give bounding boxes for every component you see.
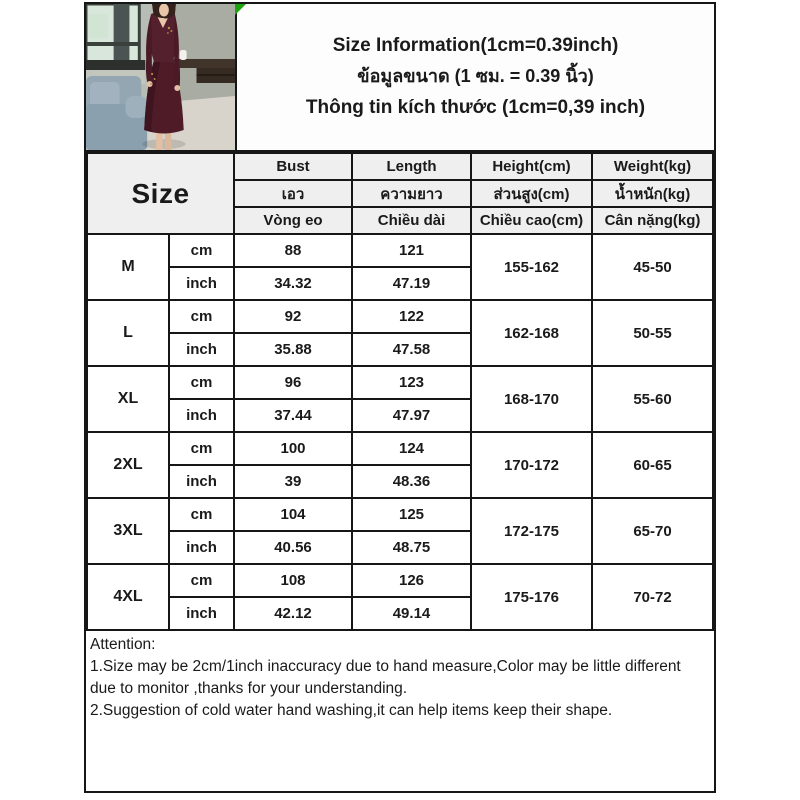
bust-cm-3xl: 104 bbox=[234, 498, 352, 531]
length-inch-3xl: 48.75 bbox=[352, 531, 471, 564]
col-header-weight-en: Weight(kg) bbox=[592, 153, 713, 180]
bust-cm-xl: 96 bbox=[234, 366, 352, 399]
length-cm-xl: 123 bbox=[352, 366, 471, 399]
bust-cm-2xl: 100 bbox=[234, 432, 352, 465]
col-header-bust-vi: Vòng eo bbox=[234, 207, 352, 234]
size-table bbox=[86, 152, 714, 631]
unit-label-cm: cm bbox=[169, 234, 234, 267]
height-range-4xl: 175-176 bbox=[471, 564, 592, 630]
height-range-xl: 168-170 bbox=[471, 366, 592, 432]
size-row-xl-cm bbox=[87, 366, 713, 399]
col-header-length-th: ความยาว bbox=[352, 180, 471, 207]
height-range-2xl: 170-172 bbox=[471, 432, 592, 498]
length-cm-m: 121 bbox=[352, 234, 471, 267]
col-header-weight-th: น้ำหนัก(kg) bbox=[592, 180, 713, 207]
weight-range-l: 50-55 bbox=[592, 300, 713, 366]
bust-inch-2xl: 39 bbox=[234, 465, 352, 498]
unit-label-inch: inch bbox=[169, 399, 234, 432]
length-inch-2xl: 48.36 bbox=[352, 465, 471, 498]
height-range-m: 155-162 bbox=[471, 234, 592, 300]
weight-range-xl: 55-60 bbox=[592, 366, 713, 432]
size-label-4xl: 4XL bbox=[87, 564, 169, 630]
photo-sofa bbox=[86, 76, 147, 150]
length-cm-3xl: 125 bbox=[352, 498, 471, 531]
title-block bbox=[237, 4, 714, 150]
unit-label-cm: cm bbox=[169, 564, 234, 597]
corner-size-label: Size bbox=[87, 153, 234, 234]
unit-label-cm: cm bbox=[169, 432, 234, 465]
col-header-bust-th: เอว bbox=[234, 180, 352, 207]
col-header-height-vi: Chiều cao(cm) bbox=[471, 207, 592, 234]
col-header-height-en: Height(cm) bbox=[471, 153, 592, 180]
weight-range-2xl: 60-65 bbox=[592, 432, 713, 498]
size-row-4xl-cm bbox=[87, 564, 713, 597]
height-range-l: 162-168 bbox=[471, 300, 592, 366]
bust-cm-m: 88 bbox=[234, 234, 352, 267]
attention-heading: Attention: bbox=[90, 636, 156, 653]
size-row-l-cm bbox=[87, 300, 713, 333]
bust-inch-4xl: 42.12 bbox=[234, 597, 352, 630]
bust-cm-4xl: 108 bbox=[234, 564, 352, 597]
unit-label-inch: inch bbox=[169, 465, 234, 498]
attention-note-2: 2.Suggestion of cold water hand washing,it can help items keep their shape. bbox=[90, 702, 613, 719]
length-inch-xl: 47.97 bbox=[352, 399, 471, 432]
bust-inch-m: 34.32 bbox=[234, 267, 352, 300]
unit-label-inch: inch bbox=[169, 267, 234, 300]
photo-handbag bbox=[180, 50, 187, 60]
size-label-m: M bbox=[87, 234, 169, 300]
length-inch-4xl: 49.14 bbox=[352, 597, 471, 630]
weight-range-4xl: 70-72 bbox=[592, 564, 713, 630]
bust-cm-l: 92 bbox=[234, 300, 352, 333]
weight-range-m: 45-50 bbox=[592, 234, 713, 300]
col-header-length-vi: Chiều dài bbox=[352, 207, 471, 234]
unit-label-inch: inch bbox=[169, 333, 234, 366]
size-label-xl: XL bbox=[87, 366, 169, 432]
attention-note-1: 1.Size may be 2cm/1inch inaccuracy due to hand measure,Color may be little different due to monitor ,thanks for your understanding. bbox=[90, 658, 681, 697]
unit-label-cm: cm bbox=[169, 498, 234, 531]
unit-label-inch: inch bbox=[169, 531, 234, 564]
bust-inch-3xl: 40.56 bbox=[234, 531, 352, 564]
title-english: Size Information(1cm=0.39inch) bbox=[332, 35, 619, 56]
size-row-2xl-cm bbox=[87, 432, 713, 465]
length-inch-l: 47.58 bbox=[352, 333, 471, 366]
attention-block bbox=[86, 631, 714, 791]
product-photo-cell bbox=[86, 4, 237, 150]
length-cm-l: 122 bbox=[352, 300, 471, 333]
unit-label-cm: cm bbox=[169, 300, 234, 333]
unit-label-inch: inch bbox=[169, 597, 234, 630]
bust-inch-xl: 37.44 bbox=[234, 399, 352, 432]
size-label-3xl: 3XL bbox=[87, 498, 169, 564]
length-cm-2xl: 124 bbox=[352, 432, 471, 465]
col-header-length-en: Length bbox=[352, 153, 471, 180]
col-header-bust-en: Bust bbox=[234, 153, 352, 180]
product-photo-illustration bbox=[86, 4, 235, 150]
weight-range-3xl: 65-70 bbox=[592, 498, 713, 564]
title-thai: ข้อมูลขนาด (1 ซม. = 0.39 นิ้ว) bbox=[357, 66, 594, 86]
size-row-3xl-cm bbox=[87, 498, 713, 531]
size-label-l: L bbox=[87, 300, 169, 366]
title-vietnamese: Thông tin kích thước (1cm=0,39 inch) bbox=[305, 97, 646, 118]
green-corner-marker bbox=[235, 4, 246, 15]
size-row-m-cm bbox=[87, 234, 713, 267]
bust-inch-l: 35.88 bbox=[234, 333, 352, 366]
height-range-3xl: 172-175 bbox=[471, 498, 592, 564]
length-inch-m: 47.19 bbox=[352, 267, 471, 300]
size-label-2xl: 2XL bbox=[87, 432, 169, 498]
unit-label-cm: cm bbox=[169, 366, 234, 399]
photo-window bbox=[86, 4, 145, 84]
length-cm-4xl: 126 bbox=[352, 564, 471, 597]
col-header-height-th: ส่วนสูง(cm) bbox=[471, 180, 592, 207]
size-chart-sheet bbox=[84, 2, 716, 793]
size-table-body bbox=[87, 153, 713, 630]
header-row-english bbox=[87, 153, 713, 180]
top-section bbox=[86, 4, 714, 152]
col-header-weight-vi: Cân nặng(kg) bbox=[592, 207, 713, 234]
